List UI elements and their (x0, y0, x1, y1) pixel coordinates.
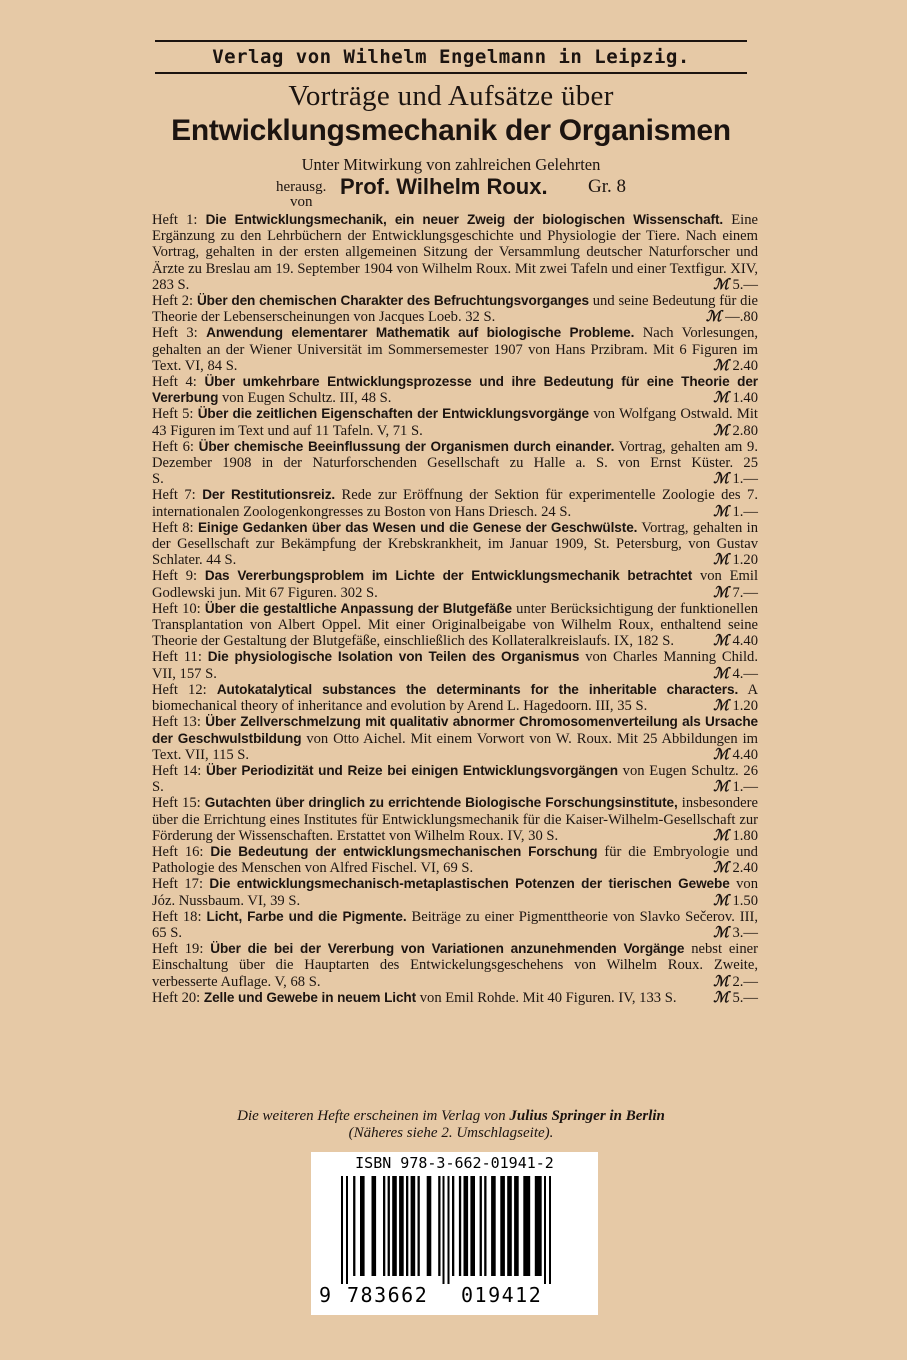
barcode-digit-first: 9 (319, 1283, 332, 1307)
price-value: 1.80 (732, 827, 758, 844)
mark-currency-icon: ℳ (713, 552, 729, 569)
heft-price (713, 779, 758, 795)
barcode-bar (484, 1176, 486, 1276)
heft-price (713, 471, 758, 487)
heft-title: Der Restitutionsreiz. (202, 487, 336, 503)
barcode-bar (392, 1176, 397, 1276)
heft-number: Heft 14: (152, 762, 202, 779)
heft-description: Beiträge zu einer Pigmenttheorie von Slavko Sečerov. III, 65 S. (152, 908, 759, 941)
heft-description: von Emil Rohde. Mit 40 Figuren. IV, 133 S. (419, 989, 677, 1006)
editor-prefix-1: herausg. (276, 179, 327, 195)
publisher-note (155, 1108, 747, 1142)
heft-entry (152, 990, 758, 1006)
barcode-bar (535, 1176, 542, 1276)
heft-title: Das Vererbungsproblem im Lichte der Entwicklungsmechanik betrachtet (204, 568, 693, 584)
barcode-bar (353, 1176, 355, 1276)
heft-description: Vortrag, gehalten am 9. Dezember 1908 in der Naturforschenden Gesellschaft zu Halle a. S. von Ernst Küster. 25 S. (152, 438, 759, 488)
heft-description: von Emil Godlewski jun. Mit 67 Figuren. 302 S. (152, 568, 758, 601)
heft-number: Heft 4: (152, 374, 197, 391)
barcode-bar (500, 1176, 505, 1276)
mark-currency-icon: ℳ (713, 973, 729, 990)
barcode-bar (514, 1176, 519, 1276)
heft-number: Heft 19: (152, 941, 204, 958)
heft-number: Heft 3: (152, 325, 198, 342)
mark-currency-icon: ℳ (713, 390, 729, 407)
heft-description: nebst einer Einschaltung über die Hauptarten des Entwickelungsgeschehens von Wilhelm Roux. Zweite, verbesserte Auflage. V, 68 S. (152, 941, 758, 990)
heft-entry (152, 212, 758, 293)
heft-price (713, 552, 758, 568)
price-value: 2.— (732, 973, 758, 990)
price-value: 1.20 (732, 698, 758, 715)
heft-price (713, 277, 758, 293)
heft-entry (152, 520, 758, 569)
heft-entry (152, 876, 758, 908)
heft-entry (152, 406, 758, 438)
barcode-bar (406, 1176, 408, 1276)
heft-price (713, 990, 758, 1006)
heft-price (713, 585, 758, 601)
heft-number: Heft 20: (152, 989, 201, 1006)
price-value: 5.— (732, 276, 758, 293)
heft-description: Eine Ergänzung zu den Lehrbüchern der Entwicklungsgeschichte und Physiologie der Tiere. Nach einem Vortrag, gehalten in der ersten allgemeinen Sitzung der Versammlung deutscher Naturforscher und Ärzte zu Breslau am 19. September 1904 von Wilhelm Roux. Mit zwei Tafeln und einer Textfigur. XIV, 283 S. (152, 212, 758, 293)
heft-number: Heft 1: (152, 212, 198, 228)
barcode-bar (470, 1176, 475, 1276)
publisher-text: Verlag von Wilhelm Engelmann in Leipzig. (212, 46, 690, 68)
heft-title: Autokatalytical substances the determinants for the inheritable characters. (216, 681, 739, 697)
mark-currency-icon: ℳ (713, 471, 729, 488)
heft-title: Über die zeitlichen Eigenschaften der Entwicklungsvorgänge (197, 406, 589, 422)
price-value: 2.40 (732, 860, 758, 877)
mark-currency-icon: ℳ (713, 633, 729, 650)
barcode-bar (372, 1176, 377, 1276)
price-value: 1.— (732, 779, 758, 796)
barcode-bar (438, 1176, 440, 1276)
price-value: 5.— (732, 989, 758, 1006)
heft-title: Zelle und Gewebe in neuem Licht (203, 989, 417, 1005)
heft-description: von Eugen Schultz. 26 S. (152, 762, 758, 796)
barcode-bar (346, 1176, 348, 1284)
heft-description: Rede zur Eröffnung der Sektion für experimentelle Zoologie des 7. internationalen Zoologenkongresses zu Boston von Hans Driesch. 24 S. (152, 487, 758, 520)
mark-currency-icon: ℳ (713, 665, 729, 682)
mark-currency-icon: ℳ (713, 989, 729, 1006)
heft-entry (152, 714, 758, 763)
editor-prefix (276, 180, 326, 210)
mark-currency-icon: ℳ (713, 827, 729, 844)
heft-price (713, 860, 758, 876)
heft-entry (152, 909, 758, 941)
barcode-bar (507, 1176, 512, 1276)
mark-currency-icon: ℳ (705, 309, 722, 326)
barcode-bar (383, 1176, 385, 1276)
barcode-bar (418, 1176, 420, 1276)
heft-description: unter Berücksichtigung der funktionellen Transplantation von Albert Oppel. Mit einer Originalbeigabe von Wilhelm Roux, enthaltend seine Theorie der Gestaltung der Blutgefäße, einschließlich des Kollateralkreislaufs. IX, 182 S. (152, 600, 758, 650)
heft-price (713, 633, 758, 649)
price-value: 1.40 (732, 390, 758, 407)
heft-description: von Józ. Nussbaum. VI, 39 S. (152, 876, 758, 909)
heft-entry (152, 844, 758, 876)
isbn-barcode (311, 1152, 598, 1315)
heft-title: Anwendung elementarer Mathematik auf biologische Probleme. (206, 325, 635, 341)
price-value: 1.20 (732, 552, 758, 569)
price-value: 4.40 (732, 633, 758, 650)
heft-entry (152, 601, 758, 650)
barcode-bar (360, 1176, 365, 1276)
heft-title: Über chemische Beeinflussung der Organismen durch einander. (198, 438, 615, 454)
heft-entry (152, 325, 758, 374)
mark-currency-icon: ℳ (713, 779, 729, 796)
mark-currency-icon: ℳ (713, 422, 729, 439)
heft-price (713, 893, 758, 909)
barcode-bar (388, 1176, 390, 1276)
price-value: 1.— (732, 503, 758, 520)
mark-currency-icon: ℳ (713, 698, 729, 715)
heft-number: Heft 6: (152, 438, 194, 455)
price-value: —.80 (725, 309, 758, 326)
barcode-bar (549, 1176, 551, 1284)
heft-list (152, 212, 758, 1006)
heft-description: von Charles Manning Child. VII, 157 S. (152, 649, 758, 682)
barcode-bar (411, 1176, 416, 1276)
price-value: 1.50 (732, 892, 758, 909)
heft-number: Heft 12: (152, 681, 207, 698)
barcode-bar (491, 1176, 496, 1276)
series-title-line2: Entwicklungsmechanik der Organismen (171, 114, 731, 147)
heft-number: Heft 5: (152, 406, 194, 423)
publisher-header (155, 40, 747, 74)
barcode-bar (544, 1176, 546, 1284)
heft-price (713, 358, 758, 374)
price-value: 2.40 (732, 357, 758, 374)
heft-entry (152, 941, 758, 990)
heft-title: Die physiologische Isolation von Teilen des Organismus (207, 649, 580, 665)
heft-number: Heft 18: (152, 908, 202, 925)
heft-entry (152, 293, 758, 325)
mark-currency-icon: ℳ (713, 503, 729, 520)
heft-title: Die Entwicklungsmechanik, ein neuer Zweig der biologischen Wissenschaft. (205, 212, 724, 227)
heft-entry (152, 487, 758, 519)
price-value: 7.— (732, 584, 758, 601)
heft-title: Die Bedeutung der entwicklungsmechanischen Forschung (210, 843, 598, 859)
heft-description: von Eugen Schultz. III, 48 S. (222, 390, 392, 407)
heft-price (713, 504, 758, 520)
barcode-bar (427, 1176, 432, 1276)
heft-entry (152, 439, 758, 488)
heft-entry (152, 795, 758, 844)
mark-currency-icon: ℳ (713, 924, 729, 941)
barcode-bar (452, 1176, 454, 1276)
heft-number: Heft 15: (152, 795, 201, 812)
heft-number: Heft 13: (152, 714, 201, 731)
note-publisher: Julius Springer in Berlin (509, 1108, 665, 1124)
heft-description: und seine Bedeutung für die Theorie der Lebenserscheinungen von Jacques Loeb. 32 S. (152, 293, 758, 326)
heft-description: A biomechanical theory of inheritance and evolution by Arend L. Hagedoorn. III, 35 S. (152, 681, 758, 715)
note-line2: (Näheres siehe 2. Umschlagseite). (348, 1125, 554, 1141)
heft-number: Heft 10: (152, 600, 201, 617)
mark-currency-icon: ℳ (713, 584, 729, 601)
heft-entry (152, 649, 758, 681)
heft-title: Gutachten über dringlich zu errichtende Biologische Forschungsinstitute, (204, 795, 678, 811)
heft-price (713, 974, 758, 990)
barcode-digits-left: 783662 (347, 1283, 429, 1307)
heft-entry (152, 682, 758, 714)
heft-title: Über die bei der Vererbung von Variationen anzunehmenden Vorgänge (210, 941, 685, 957)
heft-entry (152, 374, 758, 406)
heft-title: Über umkehrbare Entwicklungsprozesse und ihre Bedeutung für eine Theorie der Vererbung (152, 374, 758, 406)
heft-description: von Otto Aichel. Mit einem Vorwort von W. Roux. Mit 25 Abbildungen im Text. VII, 115 S. (152, 730, 758, 763)
heft-title: Über Zellverschmelzung mit qualitativ abnormer Chromosomenverteilung als Ursache der Geschwulstbildung (152, 714, 759, 746)
barcode-bar (459, 1176, 461, 1276)
heft-description: insbesondere über die Errichtung eines Institutes für Entwicklungsmechanik für die Kaiser-Wilhelm-Gesellschaft zur Förderung der Wissenschaften. Erstattet von Wilhelm Roux. IV, 30 S. (152, 795, 758, 844)
heft-entry (152, 763, 758, 795)
heft-description: für die Embryologie und Pathologie des Menschen von Alfred Fischel. VI, 69 S. (152, 843, 758, 877)
price-value: 4.— (732, 665, 758, 682)
heft-price (713, 698, 758, 714)
heft-price (713, 666, 758, 682)
heft-title: Über die gestaltliche Anpassung der Blutgefäße (204, 600, 512, 616)
heft-number: Heft 7: (152, 487, 196, 504)
heft-description: Vortrag, gehalten in der Gesellschaft zur Bekämpfung der Krebskrankheit, im Januar 1909, St. Petersburg, von Gustav Schlater. 44 S. (152, 519, 759, 569)
isbn-label: ISBN 978-3-662-01941-2 (355, 1154, 554, 1172)
barcode-bar (480, 1176, 482, 1276)
heft-number: Heft 9: (152, 568, 198, 585)
barcode-bar (341, 1176, 343, 1284)
heft-price (713, 390, 758, 406)
barcode-bars (327, 1176, 582, 1284)
barcode-bar (464, 1176, 469, 1276)
mark-currency-icon: ℳ (713, 746, 729, 763)
barcode-bar (448, 1176, 450, 1284)
editor-line (276, 174, 696, 208)
price-value: 4.40 (732, 746, 758, 763)
mark-currency-icon: ℳ (713, 276, 729, 293)
heft-entry (152, 568, 758, 600)
barcode-bar (443, 1176, 445, 1284)
heft-title: Über den chemischen Charakter des Befruchtungsvorganges (196, 293, 589, 309)
series-title-line1: Vorträge und Aufsätze über (288, 80, 614, 112)
editor-name: Prof. Wilhelm Roux. (340, 174, 548, 199)
heft-title: Die entwicklungsmechanisch-metaplastischen Potenzen der tierischen Gewebe (209, 876, 730, 892)
heft-number: Heft 8: (152, 519, 194, 536)
heft-title: Einige Gedanken über das Wesen und die Genese der Geschwülste. (197, 519, 638, 535)
price-value: 3.— (732, 924, 758, 941)
heft-price (713, 925, 758, 941)
heft-price (713, 747, 758, 763)
heft-number: Heft 11: (152, 649, 202, 666)
editor-prefix-2: von (289, 194, 313, 210)
heft-title: Über Periodizität und Reize bei einigen Entwicklungsvorgängen (206, 762, 618, 778)
book-format: Gr. 8 (588, 176, 626, 197)
mark-currency-icon: ℳ (713, 860, 729, 877)
barcode-bar (523, 1176, 530, 1276)
price-value: 1.— (732, 471, 758, 488)
price-value: 2.80 (732, 422, 758, 439)
barcode-bar (399, 1176, 404, 1276)
note-prefix: Die weiteren Hefte erscheinen im Verlag von (237, 1108, 506, 1124)
heft-price (713, 423, 758, 439)
heft-title: Licht, Farbe und die Pigmente. (206, 908, 407, 924)
heft-price (713, 828, 758, 844)
heft-price (706, 309, 758, 325)
mark-currency-icon: ℳ (713, 357, 729, 374)
heft-description: von Wolfgang Ostwald. Mit 43 Figuren im Text und auf 11 Tafeln. V, 71 S. (152, 406, 758, 439)
barcode-digits-right: 019412 (461, 1283, 543, 1307)
heft-description: Nach Vorlesungen, gehalten an der Wiener Universität im Sommersemester 1907 von Hans Przibram. Mit 6 Figuren im Text. VI, 84 S. (152, 325, 759, 374)
series-subtitle: Unter Mitwirkung von zahlreichen Gelehrten (301, 155, 601, 174)
mark-currency-icon: ℳ (713, 892, 729, 909)
heft-number: Heft 17: (152, 876, 203, 893)
heft-number: Heft 16: (152, 843, 204, 860)
heft-number: Heft 2: (152, 293, 194, 310)
